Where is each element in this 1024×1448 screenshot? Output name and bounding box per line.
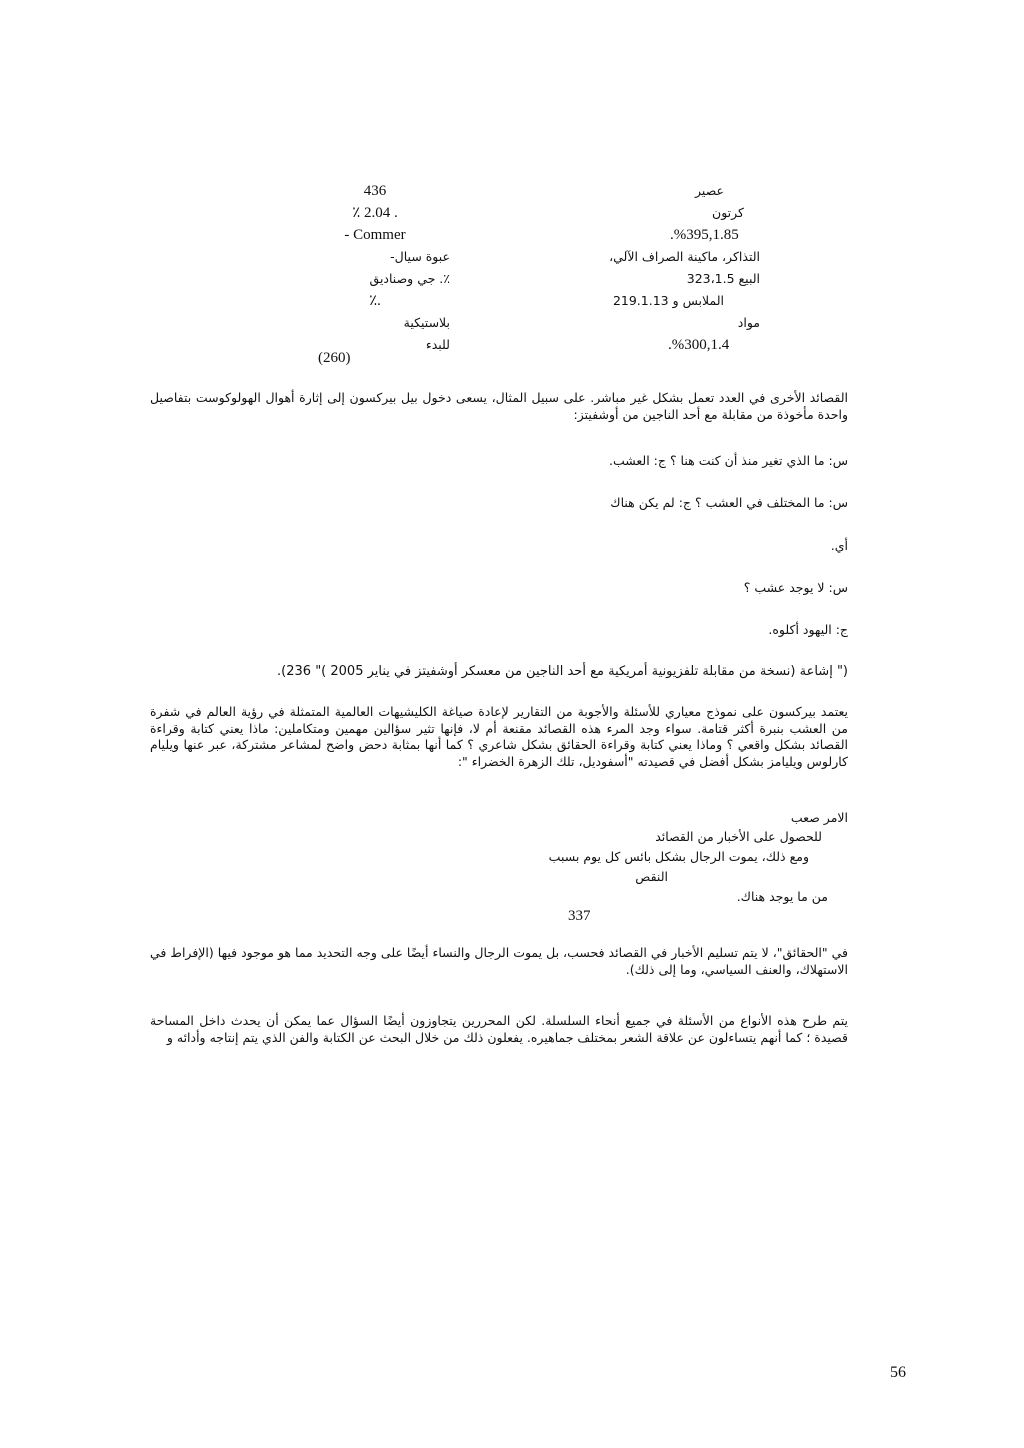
paragraph: يعتمد بيركسون على نموذج معياري للأسئلة والأجوبة من التقارير لإعادة صياغة الكليشيهات العالمية المتمثلة في رؤية العالم في شفرة من العشب بنبرة أكثر قتامة. سواء وجد المرء هذه القصائد مقنعة أم لا، فإنها تثير سؤالين مهمين ومتكاملين: ماذا يعني كتابة وقراءة القصائد بشكل واقعي ؟ وماذا يعني كتابة وقراءة الحقائق بشكل شاعري ؟ كما أنها بمثابة دحض واضح لمشاعر مشتركة، عبر عنها ويليام كارلوس ويليامز بشكل أفضل في قصيدته "أسفوديل، تلك الزهرة الخضراء ": xyxy=(150,704,848,769)
poem-line: النقص xyxy=(635,869,668,884)
table-cell: الملابس و 219.1.13 xyxy=(612,293,724,308)
source-citation: (" إشاعة (نسخة من مقابلة تلفزيونية أمريكية مع أحد الناجين من معسكر أوشفيتز في يناير 2005 )" 236). xyxy=(277,664,848,679)
page-number: 56 xyxy=(890,1364,906,1381)
paragraph: القصائد الأخرى في العدد تعمل بشكل غير مباشر. على سبيل المثال، يسعى دخول بيل بيركسون إلى إثارة أهوال الهولوكوست بتفاصيل واحدة مأخوذة من مقابلة مع أحد الناجين من أوشفيتز: xyxy=(150,390,848,422)
paragraph: يتم طرح هذه الأنواع من الأسئلة في جميع أنحاء السلسلة. لكن المحررين يتجاوزون أيضًا السؤال عما يمكن أن يحدث داخل المساحة قصيدة ؛ كما أنهم يتساءلون عن علاقة الشعر بمختلف جماهيره. يفعلون ذلك من خلال البحث عن الكتابة والفن الذي يتم إنتاجه وأدائه و xyxy=(150,1013,848,1045)
qa-line: س: لا يوجد عشب ؟ xyxy=(743,580,848,595)
table-cell: .%395,1.85 xyxy=(670,227,739,243)
paragraph: في "الحقائق"، لا يتم تسليم الأخبار في القصائد فحسب، بل يموت الرجال والنساء أيضًا على وجه التحديد مما هو موجود فيها (الإفراط في الاستهلاك، والعنف السياسي، وما إلى ذلك). xyxy=(150,945,848,977)
table-cell: ٪. جي وصناديق xyxy=(369,271,450,286)
table-cell: عصير xyxy=(695,183,724,198)
table-cell: 436 xyxy=(363,183,387,199)
table-cell: - Commer xyxy=(344,227,406,243)
poem-line: للحصول على الأخبار من القصائد xyxy=(655,829,822,844)
table-left-column xyxy=(300,180,450,356)
table-cell: البيع 323،1.5 xyxy=(686,271,760,286)
poem-line: من ما يوجد هناك. xyxy=(736,889,828,904)
table-cell: للبدء xyxy=(425,337,450,352)
table-cell: عبوة سيال- xyxy=(390,249,450,264)
table-cell: بلاستيكية xyxy=(403,315,450,330)
table-cell: كرتون xyxy=(712,205,744,220)
qa-line: س: ما الذي تغير منذ أن كنت هنا ؟ ج: العشب. xyxy=(609,453,848,468)
qa-line: أي. xyxy=(830,538,848,553)
table-cell: ٪. xyxy=(369,293,381,309)
table-cell: مواد xyxy=(737,315,760,330)
table-cell: التذاكر، ماكينة الصراف الآلي، xyxy=(609,249,760,264)
qa-line: س: ما المختلف في العشب ؟ ج: لم يكن هناك xyxy=(610,495,848,510)
table-citation: (260) xyxy=(318,350,351,366)
table-cell: .%300,1.4 xyxy=(668,337,730,353)
qa-line: ج: اليهود أكلوه. xyxy=(768,622,848,637)
poem-citation: 337 xyxy=(568,908,591,924)
table-cell: ٪ 2.04 . xyxy=(352,205,398,221)
poem-line: الامر صعب xyxy=(790,810,848,825)
poem-line: ومع ذلك، يموت الرجال بشكل بائس كل يوم بسبب xyxy=(548,849,809,864)
table-right-column xyxy=(560,180,760,356)
